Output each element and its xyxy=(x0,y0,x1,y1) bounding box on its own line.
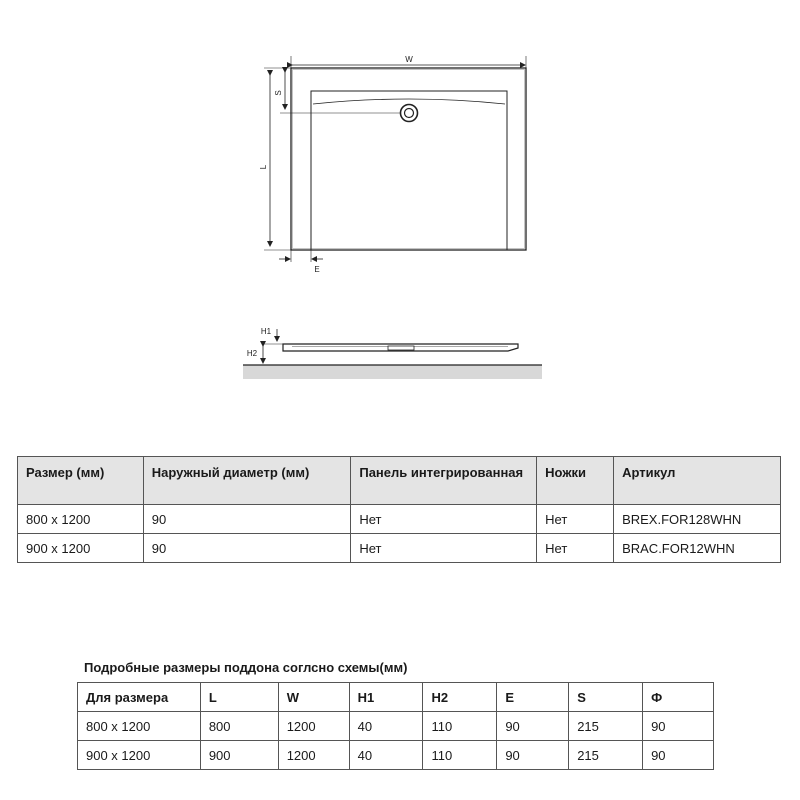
dim-h2-label: H2 xyxy=(246,349,258,358)
spec-cell-outer-diameter: 90 xyxy=(143,534,351,563)
dims-cell-phi: 90 xyxy=(643,712,714,741)
tray-outer-outline xyxy=(291,68,526,250)
spec-cell-article: BRAC.FOR12WHN xyxy=(614,534,781,563)
dims-cell-w: 1200 xyxy=(278,712,349,741)
dims-cell-h1: 40 xyxy=(349,741,423,770)
tray-top-view xyxy=(259,55,526,274)
spec-table-header-row xyxy=(18,457,781,505)
dims-header-h1: H1 xyxy=(349,683,423,712)
dims-table-header-row xyxy=(78,683,714,712)
dim-s-label: S xyxy=(274,90,283,96)
dims-header-e: E xyxy=(497,683,569,712)
section-title: Подробные размеры поддона соглсно схемы(мм) xyxy=(84,660,408,675)
spec-header-outer-diameter: Наружный диаметр (мм) xyxy=(143,457,351,505)
dims-header-s: S xyxy=(569,683,643,712)
spec-cell-integrated-panel: Нет xyxy=(351,534,537,563)
dims-cell-h2: 110 xyxy=(423,741,497,770)
dims-cell-e: 90 xyxy=(497,741,569,770)
table-row xyxy=(78,741,714,770)
dims-header-phi: Ф xyxy=(643,683,714,712)
dims-cell-phi: 90 xyxy=(643,741,714,770)
floor-shading xyxy=(243,365,542,379)
spec-cell-article: BREX.FOR128WHN xyxy=(614,505,781,534)
table-row xyxy=(18,534,781,563)
dims-cell-s: 215 xyxy=(569,741,643,770)
spec-header-article: Артикул xyxy=(614,457,781,505)
dims-cell-l: 900 xyxy=(200,741,278,770)
dim-h1-label: H1 xyxy=(260,327,272,336)
spec-cell-outer-diameter: 90 xyxy=(143,505,351,534)
spec-cell-legs: Нет xyxy=(537,534,614,563)
spec-table xyxy=(17,456,781,563)
drain-profile xyxy=(388,346,414,350)
dims-cell-h1: 40 xyxy=(349,712,423,741)
dims-header-h2: H2 xyxy=(423,683,497,712)
dims-header-w: W xyxy=(278,683,349,712)
spec-cell-legs: Нет xyxy=(537,505,614,534)
dimensions-table xyxy=(77,682,714,770)
table-row xyxy=(78,712,714,741)
dims-cell-size: 900 x 1200 xyxy=(78,741,201,770)
drain-icon xyxy=(401,105,418,122)
dim-l-label: L xyxy=(259,164,268,170)
tray-side-view xyxy=(243,327,542,379)
spec-cell-size: 900 x 1200 xyxy=(18,534,144,563)
dims-cell-size: 800 x 1200 xyxy=(78,712,201,741)
spec-cell-size: 800 x 1200 xyxy=(18,505,144,534)
dims-cell-w: 1200 xyxy=(278,741,349,770)
dims-cell-l: 800 xyxy=(200,712,278,741)
dim-w-label: W xyxy=(405,55,413,64)
dims-cell-s: 215 xyxy=(569,712,643,741)
spec-cell-integrated-panel: Нет xyxy=(351,505,537,534)
tray-outer-rim xyxy=(293,70,525,249)
spec-header-legs: Ножки xyxy=(537,457,614,505)
dims-cell-e: 90 xyxy=(497,712,569,741)
dims-cell-h2: 110 xyxy=(423,712,497,741)
spec-header-integrated-panel: Панель интегрированная xyxy=(351,457,537,505)
spec-header-size: Размер (мм) xyxy=(18,457,144,505)
dims-header-l: L xyxy=(200,683,278,712)
dim-e-label: E xyxy=(314,265,320,274)
tray-slope-line xyxy=(313,99,505,104)
dims-header-size: Для размера xyxy=(78,683,201,712)
table-row xyxy=(18,505,781,534)
